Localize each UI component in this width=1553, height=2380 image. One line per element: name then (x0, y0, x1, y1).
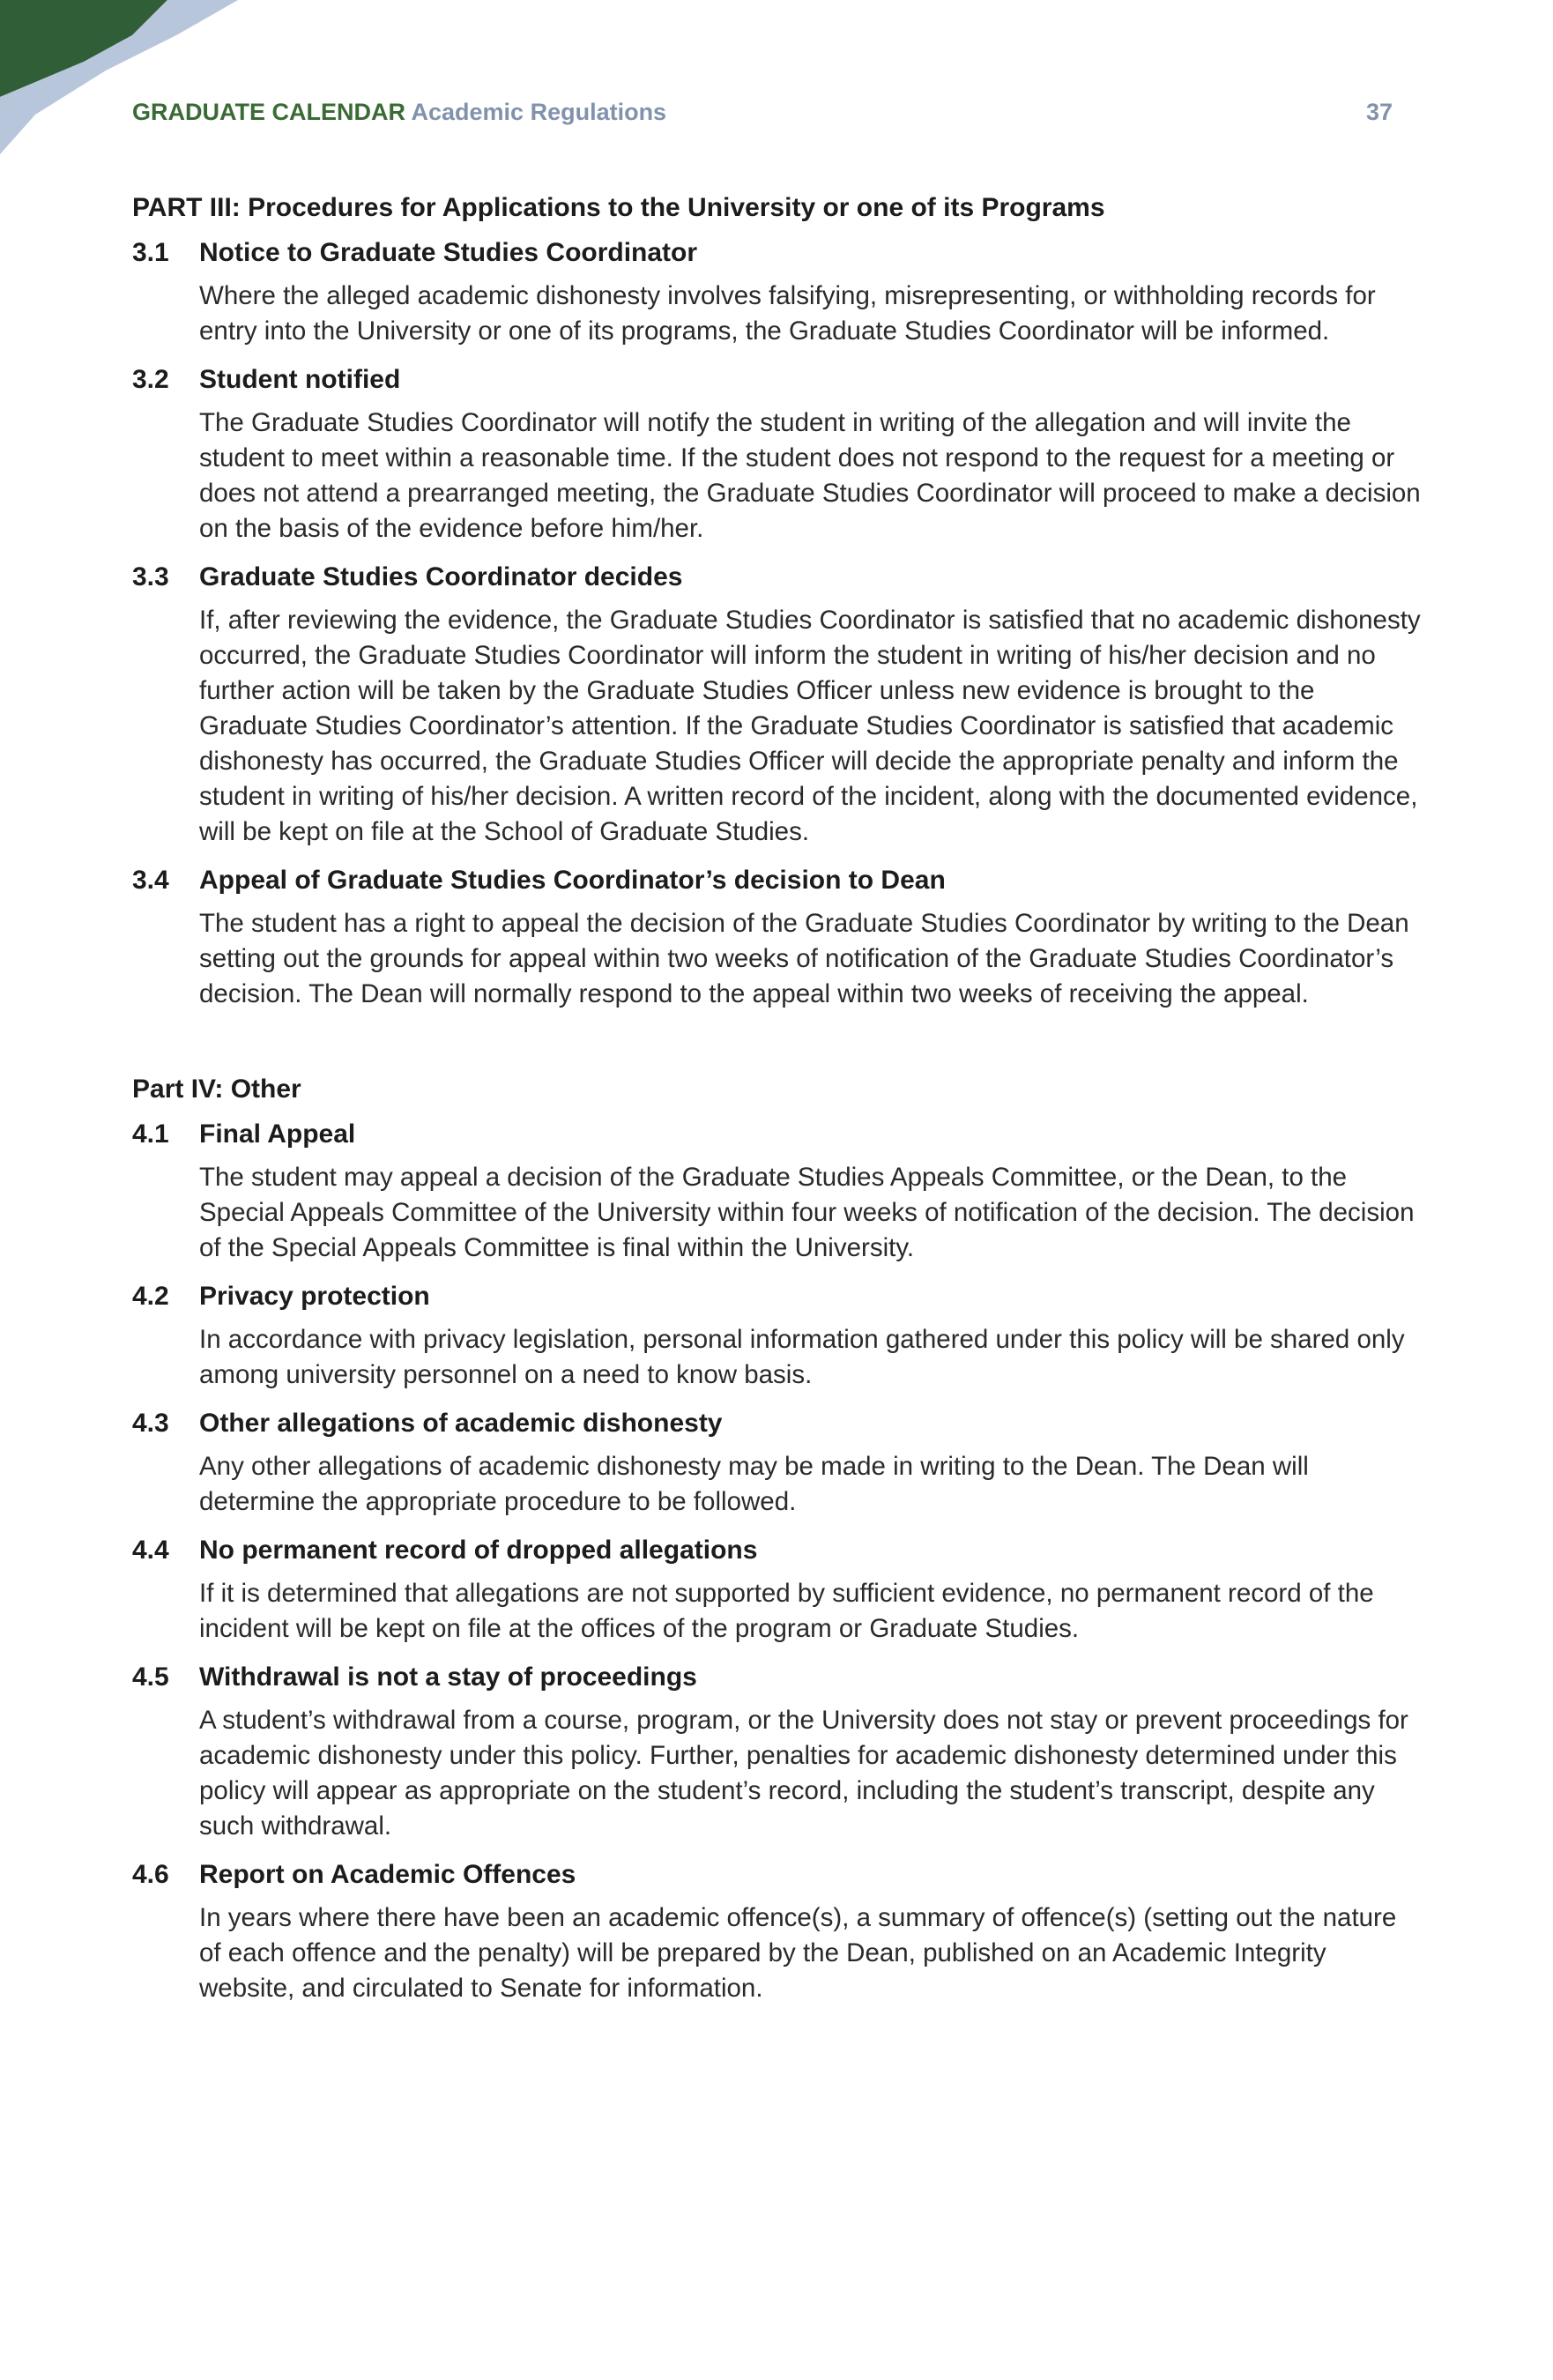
running-header (132, 99, 1393, 134)
section-title: Report on Academic Offences (199, 1860, 576, 1889)
section-title: No permanent record of dropped allegations (199, 1536, 758, 1565)
section-3-2 (132, 363, 1421, 547)
section-3-4 (132, 864, 1421, 1012)
section-title: Appeal of Graduate Studies Coordinator’s decision to Dean (199, 866, 946, 895)
corner-decoration (0, 0, 264, 167)
section-number: 4.5 (132, 1662, 169, 1692)
section-body: The student may appeal a decision of the Graduate Studies Appeals Committee, or the Dean, to the Special Appeals Committee of the University within four weeks of notification of the decision. The decision of the Special Appeals Committee is final within the University. (199, 1163, 1415, 1262)
section-number: 3.2 (132, 365, 169, 394)
section-number: 3.4 (132, 866, 169, 895)
section-4-6 (132, 1858, 1421, 2006)
part-4-title: Part IV: Other (132, 1075, 301, 1104)
section-title: Notice to Graduate Studies Coordinator (199, 238, 698, 267)
section-number: 3.1 (132, 238, 169, 267)
section-body: Any other allegations of academic dishonesty may be made in writing to the Dean. The Dean will determine the appropriate procedure to be followed. (199, 1452, 1309, 1516)
section-title: Student notified (199, 365, 401, 394)
section-body: If, after reviewing the evidence, the Graduate Studies Coordinator is satisfied that no academic dishonesty occurred, the Graduate Studies Coordinator will inform the student in writing of his/her decision and no further action will be taken by the Graduate Studies Officer unless new evidence is brought to the Graduate Studies Coordinator’s attention. If the Graduate Studies Coordinator is satisfied that academic dishonesty has occurred, the Graduate Studies Officer will decide the appropriate penalty and inform the student in writing of his/her decision. A written record of the incident, along with the documented evidence, will be kept on file at the School of Graduate Studies. (199, 606, 1421, 846)
section-4-3 (132, 1407, 1421, 1520)
section-body: In years where there have been an academic offence(s), a summary of offence(s) (setting out the nature of each offence and the penalty) will be prepared by the Dean, published on an Academic Integrity website, and circulated to Senate for information. (199, 1903, 1397, 2003)
section-body: Where the alleged academic dishonesty involves falsifying, misrepresenting, or withholding records for entry into the University or one of its programs, the Graduate Studies Coordinator will be informed. (199, 281, 1376, 346)
section-title: Privacy protection (199, 1282, 430, 1311)
section-title: Final Appeal (199, 1119, 356, 1149)
section-number: 4.6 (132, 1860, 169, 1889)
page-number: 37 (1365, 99, 1393, 125)
section-body: If it is determined that allegations are not supported by sufficient evidence, no permanent record of the incident will be kept on file at the offices of the program or Graduate Studies. (199, 1579, 1374, 1643)
section-number: 4.4 (132, 1536, 169, 1565)
section-title: Graduate Studies Coordinator decides (199, 562, 683, 591)
section-number: 4.3 (132, 1409, 169, 1438)
part-3-title: PART III: Procedures for Applications to the University or one of its Programs (132, 193, 1105, 222)
section-body: The student has a right to appeal the decision of the Graduate Studies Coordinator by writing to the Dean setting out the grounds for appeal within two weeks of notification of the Graduate Studies Coordinator’s decision. The Dean will normally respond to the appeal within two weeks of receiving the appeal. (199, 909, 1409, 1008)
section-number: 3.3 (132, 562, 169, 591)
section-3-3 (132, 561, 1421, 850)
section-body: A student’s withdrawal from a course, program, or the University does not stay or prevent proceedings for academic dishonesty under this policy. Further, penalties for academic dishonesty determined under this policy will appear as appropriate on the student’s record, including the student’s transcript, despite any such withdrawal. (199, 1706, 1408, 1841)
section-4-1 (132, 1118, 1421, 1266)
section-body: The Graduate Studies Coordinator will notify the student in writing of the allegation and will invite the student to meet within a reasonable time. If the student does not respond to the request for a meeting or does not attend a prearranged meeting, the Graduate Studies Coordinator will proceed to make a decision on the basis of the evidence before him/her. (199, 408, 1421, 543)
section-title: Other allegations of academic dishonesty (199, 1409, 723, 1438)
section-3-1 (132, 236, 1421, 349)
page-content (132, 192, 1421, 2020)
section-body: In accordance with privacy legislation, personal information gathered under this policy will be shared only among university personnel on a need to know basis. (199, 1325, 1405, 1389)
section-number: 4.2 (132, 1282, 169, 1311)
calendar-brand: GRADUATE CALENDAR (132, 99, 405, 125)
section-4-5 (132, 1661, 1421, 1844)
section-4-4 (132, 1534, 1421, 1647)
section-title: Withdrawal is not a stay of proceedings (199, 1662, 697, 1692)
section-number: 4.1 (132, 1119, 169, 1149)
section-4-2 (132, 1280, 1421, 1393)
header-section: Academic Regulations (411, 99, 667, 125)
